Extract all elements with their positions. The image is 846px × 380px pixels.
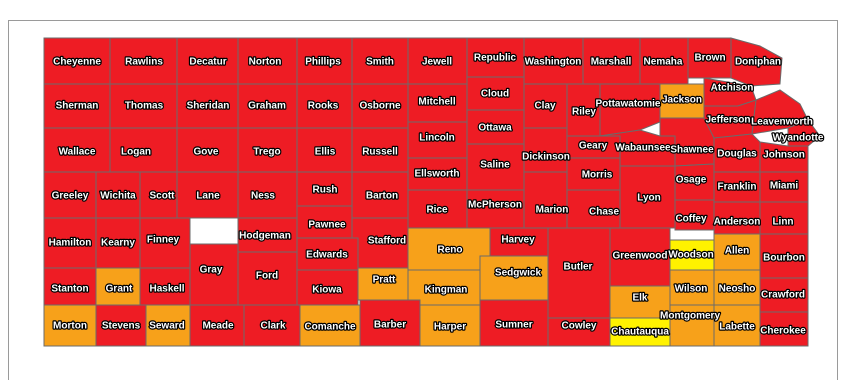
county-label-decatur: Decatur [189, 56, 227, 68]
county-label-coffey: Coffey [675, 213, 707, 225]
county-label-wichita: Wichita [100, 190, 136, 202]
county-dickinson [524, 128, 567, 172]
county-label-nemaha: Nemaha [643, 56, 683, 68]
county-label-sedgwick: Sedgwick [494, 267, 542, 279]
county-label-greeley: Greeley [51, 190, 89, 202]
county-label-washington: Washington [524, 56, 582, 68]
county-label-trego: Trego [253, 146, 281, 158]
county-label-thomas: Thomas [124, 100, 164, 112]
county-label-sheridan: Sheridan [186, 100, 230, 112]
county-label-osborne: Osborne [359, 100, 401, 112]
county-label-clark: Clark [260, 320, 286, 332]
county-butler [548, 228, 610, 318]
county-label-barber: Barber [373, 319, 407, 331]
county-label-mcpherson: McPherson [468, 199, 522, 211]
county-label-lyon: Lyon [637, 192, 661, 204]
county-label-kingman: Kingman [424, 284, 468, 296]
county-label-ellis: Ellis [314, 146, 336, 158]
county-label-ford: Ford [255, 270, 279, 282]
county-label-chase: Chase [588, 206, 620, 218]
county-label-marion: Marion [535, 204, 569, 216]
county-label-stevens: Stevens [101, 320, 141, 332]
county-label-jackson: Jackson [661, 94, 703, 106]
county-label-ness: Ness [251, 190, 275, 202]
county-label-cheyenne: Cheyenne [53, 56, 101, 68]
county-label-riley: Riley [572, 106, 596, 118]
county-label-jewell: Jewell [421, 56, 453, 68]
county-label-linn: Linn [772, 216, 794, 228]
county-label-reno: Reno [437, 244, 463, 256]
county-label-saline: Saline [480, 159, 510, 171]
county-label-miami: Miami [769, 180, 799, 192]
county-label-russell: Russell [362, 146, 398, 158]
county-label-bourbon: Bourbon [763, 252, 805, 264]
county-label-wyandotte: Wyandotte [772, 132, 824, 144]
county-label-cloud: Cloud [480, 88, 510, 100]
county-label-marshall: Marshall [590, 56, 632, 68]
county-label-labette: Labette [719, 321, 755, 333]
county-label-scott: Scott [149, 190, 175, 202]
county-label-johnson: Johnson [763, 149, 805, 161]
county-label-graham: Graham [248, 100, 286, 112]
county-label-brown: Brown [694, 52, 726, 64]
county-label-gove: Gove [193, 146, 219, 158]
county-label-sherman: Sherman [55, 100, 99, 112]
county-label-wabaunsee: Wabaunsee [615, 142, 671, 154]
county-label-hodgeman: Hodgeman [239, 230, 291, 242]
county-label-wallace: Wallace [58, 146, 96, 158]
county-label-kiowa: Kiowa [312, 284, 342, 296]
county-label-dickinson: Dickinson [522, 151, 570, 163]
county-label-chautauqua: Chautauqua [611, 326, 669, 338]
county-label-gray: Gray [199, 264, 223, 276]
county-label-phillips: Phillips [305, 56, 341, 68]
county-label-kearny: Kearny [101, 237, 135, 249]
county-label-atchison: Atchison [710, 82, 754, 94]
county-label-haskell: Haskell [149, 283, 185, 295]
county-label-cowley: Cowley [561, 320, 597, 332]
county-label-rawlins: Rawlins [125, 56, 163, 68]
county-label-clay: Clay [534, 100, 556, 112]
county-label-cherokee: Cherokee [760, 325, 806, 337]
county-label-hamilton: Hamilton [48, 237, 92, 249]
county-label-rooks: Rooks [307, 100, 339, 112]
county-label-comanche: Comanche [304, 321, 356, 333]
county-label-greenwood: Greenwood [612, 250, 668, 262]
county-label-meade: Meade [202, 320, 234, 332]
county-label-pawnee: Pawnee [308, 219, 346, 231]
county-marion [524, 172, 567, 228]
county-label-wilson: Wilson [674, 283, 708, 295]
county-label-elk: Elk [632, 292, 648, 304]
county-label-morris: Morris [581, 169, 613, 181]
county-label-butler: Butler [563, 261, 593, 273]
county-label-lincoln: Lincoln [419, 132, 455, 144]
county-label-douglas: Douglas [717, 148, 757, 160]
county-label-shawnee: Shawnee [670, 144, 714, 156]
county-label-harper: Harper [433, 321, 467, 333]
county-label-montgomery: Montgomery [660, 310, 720, 322]
county-label-stafford: Stafford [367, 235, 407, 247]
county-label-sumner: Sumner [495, 319, 533, 331]
county-label-pratt: Pratt [372, 274, 396, 286]
county-label-ottawa: Ottawa [478, 122, 512, 134]
county-label-osage: Osage [675, 174, 707, 186]
county-label-edwards: Edwards [306, 249, 348, 261]
county-label-doniphan: Doniphan [734, 56, 782, 68]
county-label-ellsworth: Ellsworth [414, 168, 460, 180]
county-label-pottawatomie: Pottawatomie [595, 98, 661, 110]
county-label-republic: Republic [473, 52, 517, 64]
county-label-seward: Seward [149, 320, 185, 332]
county-label-stanton: Stanton [51, 283, 89, 295]
county-label-neosho: Neosho [718, 283, 756, 295]
county-label-jefferson: Jefferson [705, 114, 751, 126]
county-label-grant: Grant [105, 283, 133, 295]
county-label-harvey: Harvey [501, 234, 535, 246]
county-label-lane: Lane [196, 190, 220, 202]
county-label-logan: Logan [121, 146, 151, 158]
county-pottawatomie [600, 84, 660, 136]
county-label-mitchell: Mitchell [418, 96, 456, 108]
county-label-leavenworth: Leavenworth [751, 116, 813, 128]
county-label-smith: Smith [366, 56, 394, 68]
county-label-rush: Rush [312, 184, 338, 196]
county-label-barton: Barton [365, 190, 399, 202]
county-label-norton: Norton [248, 56, 282, 68]
county-label-morton: Morton [53, 320, 87, 332]
county-label-allen: Allen [724, 245, 750, 257]
county-label-finney: Finney [146, 234, 180, 246]
county-label-anderson: Anderson [713, 216, 761, 228]
county-label-crawford: Crawford [761, 289, 805, 301]
county-label-geary: Geary [578, 140, 608, 152]
county-label-franklin: Franklin [717, 181, 757, 193]
county-label-woodson: Woodson [668, 249, 714, 261]
county-label-rice: Rice [426, 204, 448, 216]
